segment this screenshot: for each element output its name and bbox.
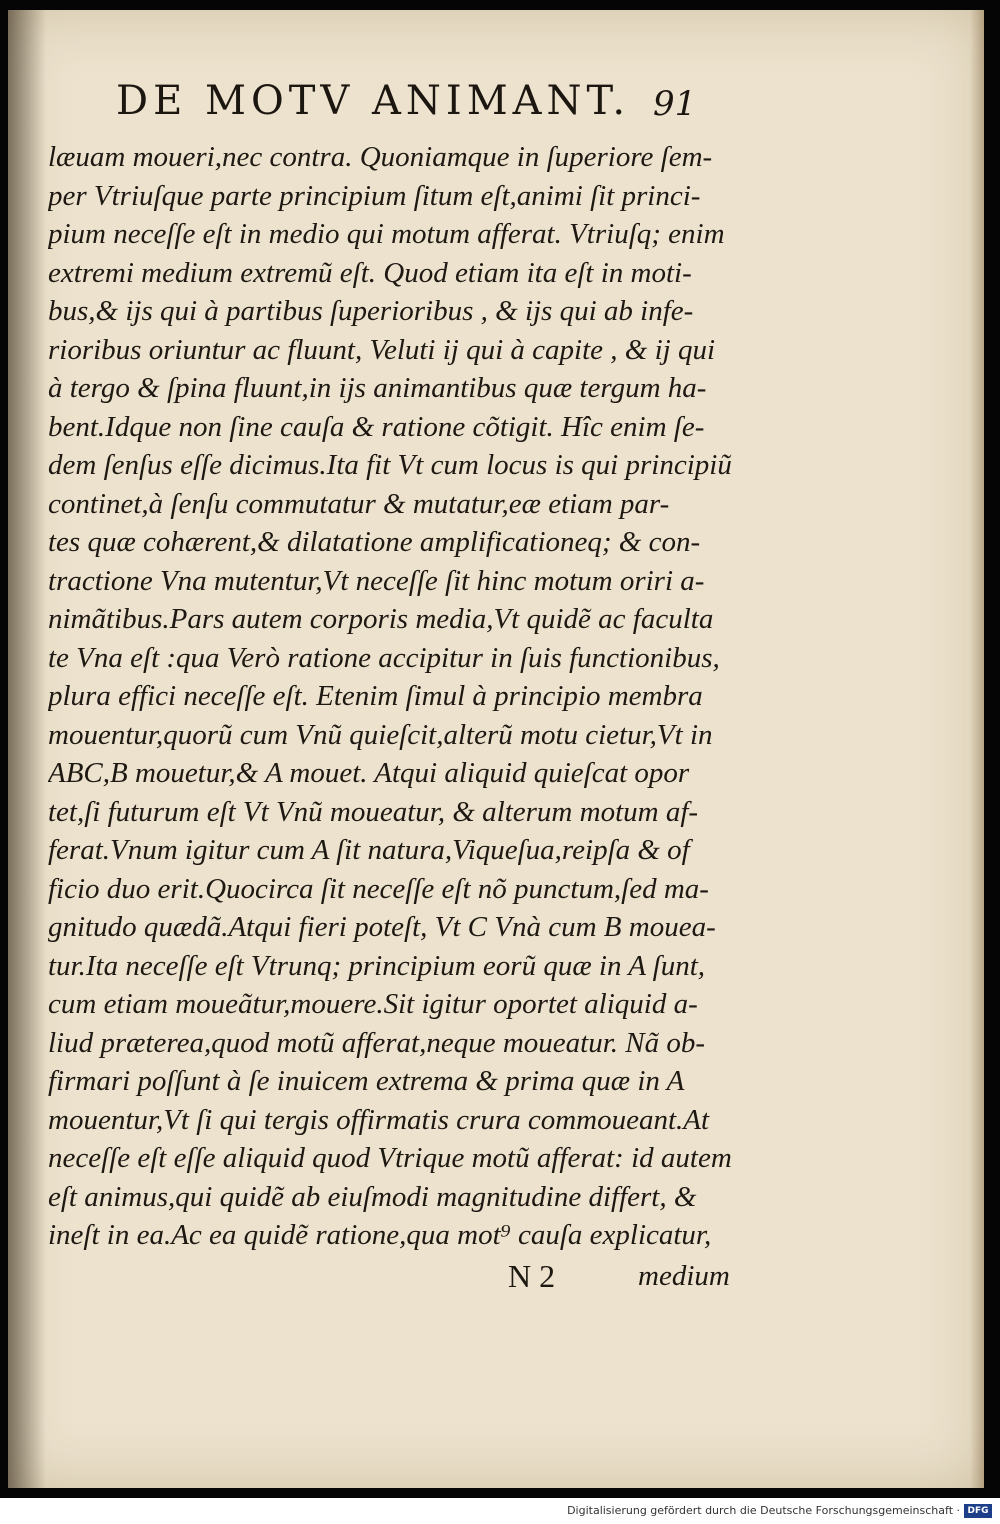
footer-credit[interactable]: Digitalisierung gefördert durch die Deutsche Forschungsgemeinschaft ·: [567, 1504, 960, 1517]
text-line: dem ſenſus eſſe dicimus.Ita fit Vt cum locus is qui principiũ: [48, 449, 732, 481]
catchword: medium: [638, 1260, 730, 1292]
text-line: tes quæ cohærent,& dilatatione amplificationeq; & con-: [48, 526, 701, 558]
text-line: tur.Ita neceſſe eſt Vtrunq; principium eorũ quæ in A ſunt,: [48, 949, 706, 982]
text-line: mouentur,Vt ſi qui tergis offirmatis crura commoueant.At: [48, 1103, 710, 1136]
text-line: neceſſe eſt eſſe aliquid quod Vtrique motũ afferat: id autem: [48, 1142, 732, 1174]
dfg-logo-icon[interactable]: DFG: [964, 1504, 992, 1518]
text-line: ferat.Vnum igitur cum A ſit natura,Viqueſua,reipſa & of: [48, 834, 690, 866]
text-line: te Vna eſt :qua Verò ratione accipitur in ſuis functionibus,: [48, 641, 720, 674]
text-line: cum etiam moueãtur,mouere.Sit igitur oportet aliquid a-: [48, 988, 698, 1020]
text-line: ineſt in ea.Ac ea quidẽ ratione,qua mot⁹ cauſa explicatur,: [48, 1219, 712, 1251]
text-line: plura effici neceſſe eſt. Etenim ſimul à principio membra: [48, 680, 703, 712]
text-line: eſt animus,qui quidẽ ab eiuſmodi magnitudine differt, &: [48, 1180, 697, 1213]
text-line: læuam moueri,nec contra. Quoniamque in ſuperiore ſem-: [48, 141, 713, 173]
text-line: à tergo & ſpina fluunt,in ijs animantibus quæ tergum ha-: [48, 372, 707, 404]
footer-bar: [0, 1498, 1000, 1524]
text-line: bus,& ijs qui à partibus ſuperioribus , & ijs qui ab infe-: [48, 295, 694, 327]
text-line: bent.Idque non ſine cauſa & ratione cõtigit. Hîc enim ſe-: [48, 410, 705, 443]
text-line: continet,à ſenſu commutatur & mutatur,eæ etiam par-: [48, 487, 670, 520]
text-line: ficio duo erit.Quocirca ſit neceſſe eſt nõ punctum,ſed ma-: [48, 872, 709, 905]
text-line: extremi medium extremũ eſt. Quod etiam ita eſt in moti-: [48, 256, 692, 289]
page-number: 91: [653, 84, 697, 124]
text-line: tractione Vna mutentur,Vt neceſſe ſit hinc motum oriri a-: [48, 564, 705, 597]
body-text: [48, 138, 808, 1255]
book-page: [8, 10, 984, 1488]
text-line: liud præterea,quod motũ afferat,neque moueatur. Nã ob-: [48, 1026, 706, 1059]
text-line: mouentur,quorũ cum Vnũ quieſcit,alterũ motu cietur,Vt in: [48, 718, 713, 751]
text-line: pium neceſſe eſt in medio qui motum afferat. Vtriuſq; enim: [48, 218, 725, 250]
running-title: DE MOTV ANIMANT.: [116, 78, 631, 124]
catchline: [8, 1258, 984, 1302]
text-line: per Vtriuſque parte principium ſitum eſt,animi ſit princi-: [48, 179, 701, 212]
signature-mark: N 2: [508, 1258, 556, 1294]
text-line: nimãtibus.Pars autem corporis media,Vt quidẽ ac faculta: [48, 603, 714, 635]
text-line: tet,ſi futurum eſt Vt Vnũ moueatur, & alterum motum af-: [48, 795, 699, 828]
text-line: firmari poſſunt à ſe inuicem extrema & prima quæ in A: [48, 1065, 685, 1097]
text-line: rioribus oriuntur ac fluunt, Veluti ij qui à capite , & ij qui: [48, 333, 715, 366]
text-line: ABC,B mouetur,& A mouet. Atqui aliquid quieſcat opor: [48, 757, 690, 789]
running-head: [8, 78, 984, 134]
text-line: gnitudo quædã.Atqui fieri poteſt, Vt C Vnà cum B mouea-: [48, 911, 716, 943]
